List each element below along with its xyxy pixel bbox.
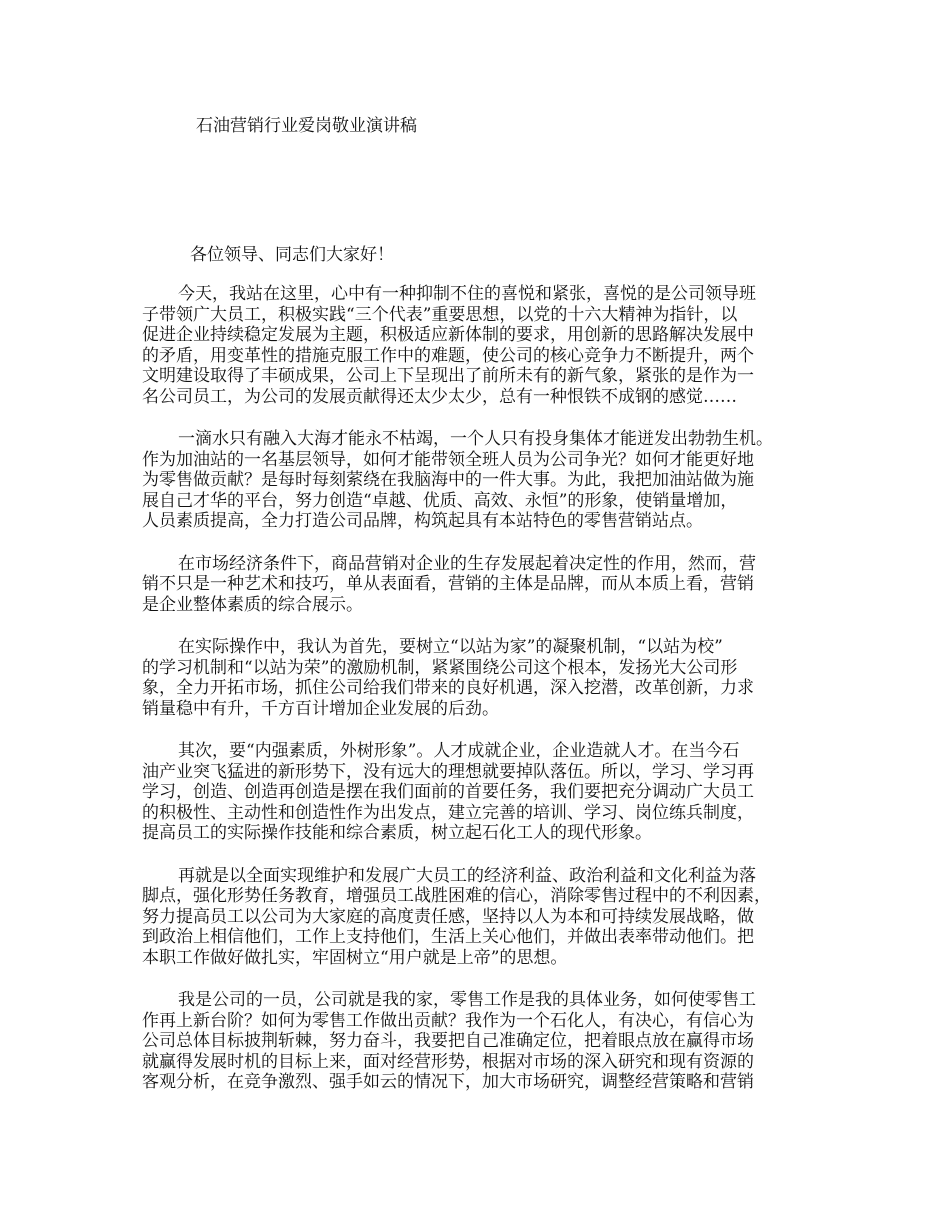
paragraph xyxy=(142,554,822,616)
paragraph-line: 文明建设取得了丰硕成果，公司上下呈现出了前所未有的新气象，紧张的是作为一 xyxy=(142,366,754,386)
paragraph-line: 销量稳中有升，千方百计增加企业发展的后劲。 xyxy=(142,698,499,719)
paragraph-line: 名公司员工，为公司的发展贡献得还太少太少，总有一种恨铁不成钢的感觉…… xyxy=(142,386,737,407)
document-title: 石油营销行业爱岗敬业演讲稿 xyxy=(196,116,417,136)
paragraph-line: 今天，我站在这里，心中有一种抑制不住的喜悦和紧张，喜悦的是公司领导班 xyxy=(178,284,756,304)
paragraph-line: 到政治上相信他们，工作上支持他们，生活上关心他们，并做出表率带动他们。把 xyxy=(142,927,754,947)
paragraph-line: 学习，创造、创造再创造是摆在我们面前的首要任务，我们要把充分调动广大员工 xyxy=(142,782,754,802)
paragraph-line: 在市场经济条件下，商品营销对企业的生存发展起着决定性的作用，然而，营 xyxy=(178,553,756,574)
paragraph-line: 展自己才华的平台，努力创造“卓越、优质、高效、永恒”的形象，使销量增加， xyxy=(142,490,738,511)
paragraph-line: 子带领广大员工，积极实践“三个代表”重要思想，以党的十六大精神为指针，以 xyxy=(142,304,738,325)
paragraph-line: 象，全力开拓市场，抓住公司给我们带来的良好机遇，深入挖潜，改革创新，力求 xyxy=(142,678,754,698)
paragraph-line: 其次，要“内强素质，外树形象”。人才成就企业，企业造就人才。在当今石 xyxy=(178,741,740,761)
paragraph-line: 作为加油站的一名基层领导，如何才能带领全班人员为公司争光？如何才能更好地 xyxy=(142,449,754,470)
document-body xyxy=(142,284,822,1115)
paragraph xyxy=(142,637,822,719)
paragraph xyxy=(142,990,822,1093)
paragraph-line: 油产业突飞猛进的新形势下，没有远大的理想就要掉队落伍。所以，学习、学习再 xyxy=(142,761,754,782)
paragraph-line: 促进企业持续稳定发展为主题，积极适应新体制的要求，用创新的思路解决发展中 xyxy=(142,325,754,345)
paragraph-line: 脚点，强化形势任务教育，增强员工战胜困难的信心，消除零售过程中的不利因素， xyxy=(142,886,771,906)
paragraph xyxy=(142,866,822,969)
paragraph xyxy=(142,429,822,532)
paragraph xyxy=(142,741,822,844)
paragraph-line: 公司总体目标披荆斩棘，努力奋斗，我要把自己准确定位，把着眼点放在赢得市场 xyxy=(142,1031,754,1051)
paragraph xyxy=(142,284,822,407)
paragraph-line: 的学习机制和“以站为荣”的激励机制，紧紧围绕公司这个根本，发扬光大公司形 xyxy=(142,657,738,678)
paragraph-line: 销不只是一种艺术和技巧，单从表面看，营销的主体是品牌，而从本质上看，营销 xyxy=(142,574,754,594)
paragraph-line: 努力提高员工以公司为大家庭的高度责任感，坚持以人为本和可持续发展战略，做 xyxy=(142,906,754,927)
paragraph-line: 的矛盾，用变革性的措施克服工作中的难题，使公司的核心竞争力不断提升，两个 xyxy=(142,345,754,366)
paragraph-line: 在实际操作中，我认为首先，要树立“以站为家”的凝聚机制，“以站为校” xyxy=(178,637,723,657)
paragraph-line: 人员素质提高，全力打造公司品牌，构筑起具有本站特色的零售营销站点。 xyxy=(142,511,703,531)
paragraph-line: 就赢得发展时机的目标上来，面对经营形势，根据对市场的深入研究和现有资源的 xyxy=(142,1051,754,1072)
paragraph-line: 提高员工的实际操作技能和综合素质，树立起石化工人的现代形象。 xyxy=(142,823,652,843)
paragraph-line: 再就是以全面实现维护和发展广大员工的经济利益、政治利益和文化利益为落 xyxy=(178,865,756,886)
paragraph-line: 是企业整体素质的综合展示。 xyxy=(142,594,363,615)
paragraph-line: 为零售做贡献？是每时每刻萦绕在我脑海中的一件大事。为此，我把加油站做为施 xyxy=(142,470,754,490)
salutation: 各位领导、同志们大家好！ xyxy=(190,245,394,265)
paragraph-line: 作再上新台阶？如何为零售工作做出贡献？我作为一个石化人，有决心，有信心为 xyxy=(142,1010,754,1031)
paragraph-line: 一滴水只有融入大海才能永不枯竭，一个人只有投身集体才能迸发出勃勃生机。 xyxy=(178,429,773,449)
paragraph-line: 本职工作做好做扎实，牢固树立“用户就是上帝”的思想。 xyxy=(142,947,568,968)
paragraph-line: 我是公司的一员，公司就是我的家，零售工作是我的具体业务，如何使零售工 xyxy=(178,990,756,1010)
paragraph-line: 客观分析，在竞争激烈、强手如云的情况下，加大市场研究，调整经营策略和营销 xyxy=(142,1072,754,1092)
paragraph-line: 的积极性、主动性和创造性作为出发点，建立完善的培训、学习、岗位练兵制度， xyxy=(142,802,754,823)
